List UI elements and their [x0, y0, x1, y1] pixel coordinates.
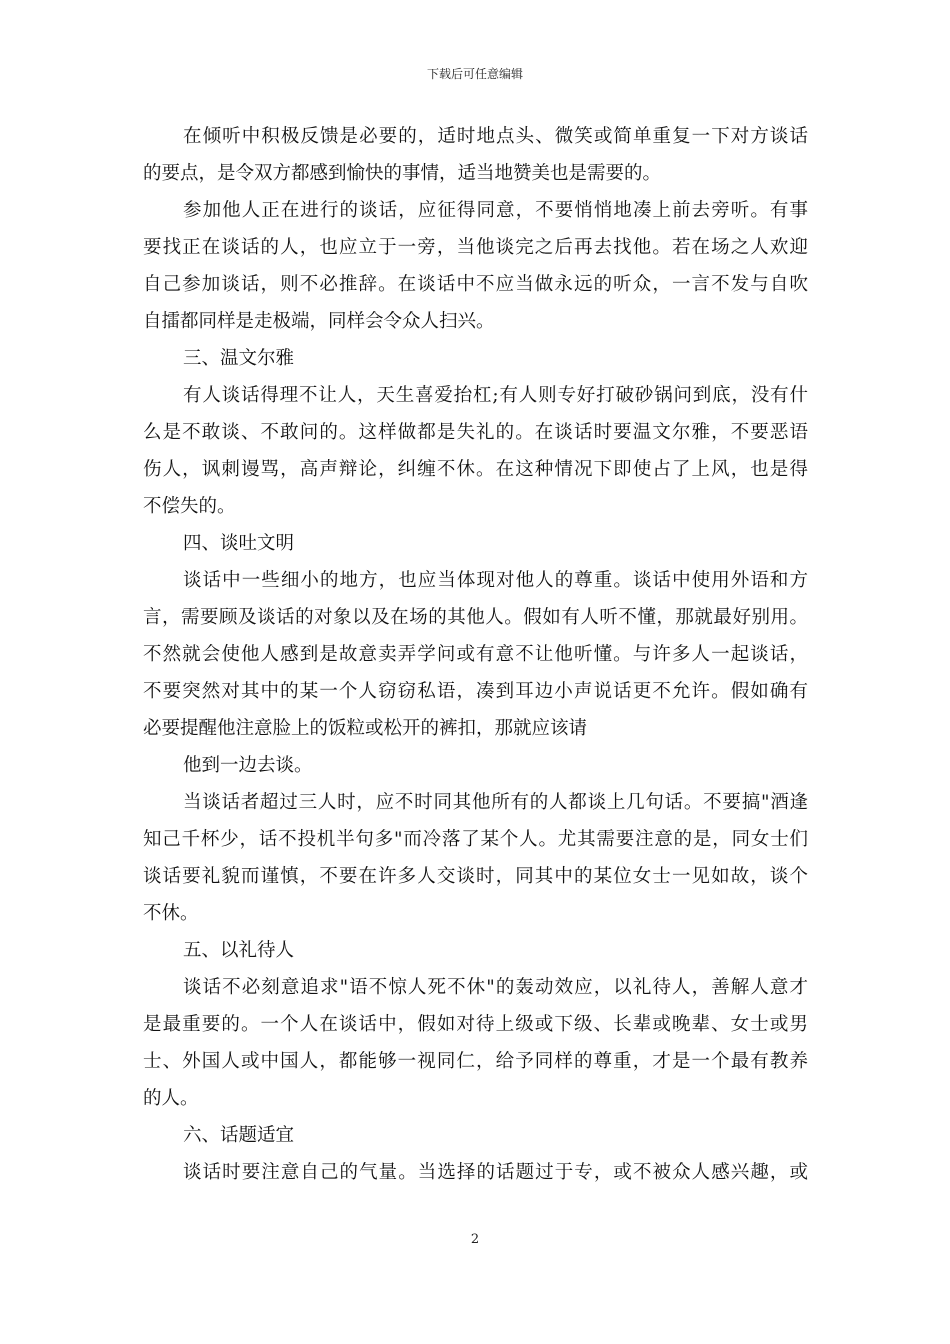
paragraph-line: 不休。 — [143, 903, 199, 924]
document-body — [143, 118, 808, 1191]
section-heading: 四、谈吐文明 — [183, 533, 295, 554]
paragraph-line: 谈话不必刻意追求"语不惊人死不休"的轰动效应，以礼待人，善解人意才 — [183, 977, 808, 998]
paragraph-line: 有人谈话得理不让人，天生喜爱抬杠;有人则专好打破砂锅问到底，没有什 — [183, 385, 808, 406]
section-heading: 六、话题适宜 — [183, 1125, 295, 1146]
paragraph-line: 知己千杯少，话不投机半句多"而冷落了某个人。尤其需要注意的是，同女士们 — [143, 829, 808, 850]
paragraph-line: 自擂都同样是走极端，同样会令众人扫兴。 — [143, 311, 495, 332]
page-number: 2 — [470, 1232, 480, 1247]
paragraph-line: 的要点，是令双方都感到愉快的事情，适当地赞美也是需要的。 — [143, 163, 662, 184]
page-header: 下载后可任意编辑 — [426, 67, 523, 81]
paragraph-line: 不然就会使他人感到是故意卖弄学问或有意不让他听懂。与许多人一起谈话， — [143, 644, 808, 665]
paragraph-line: 不偿失的。 — [143, 496, 236, 517]
paragraph-line: 言，需要顾及谈话的对象以及在场的其他人。假如有人听不懂，那就最好别用。 — [143, 607, 808, 628]
paragraph-line: 伤人，讽刺谩骂，高声辩论，纠缠不休。在这种情况下即使占了上风，也是得 — [143, 459, 808, 480]
paragraph-line: 他到一边去谈。 — [183, 755, 313, 776]
paragraph-line: 士、外国人或中国人，都能够一视同仁，给予同样的尊重，才是一个最有教养 — [143, 1051, 808, 1072]
paragraph-line: 不要突然对其中的某一个人窃窃私语，凑到耳边小声说话更不允许。假如确有 — [143, 681, 808, 702]
paragraph-line: 的人。 — [143, 1088, 199, 1109]
paragraph-line: 必要提醒他注意脸上的饭粒或松开的裤扣，那就应该请 — [143, 718, 588, 739]
paragraph-line: 是最重要的。一个人在谈话中，假如对待上级或下级、长辈或晚辈、女士或男 — [143, 1014, 808, 1035]
section-heading: 三、温文尔雅 — [183, 348, 295, 369]
paragraph-line: 么是不敢谈、不敢问的。这样做都是失礼的。在谈话时要温文尔雅，不要恶语 — [143, 422, 808, 443]
paragraph-line: 谈话时要注意自己的气量。当选择的话题过于专，或不被众人感兴趣，或 — [183, 1162, 808, 1183]
paragraph-line: 要找正在谈话的人，也应立于一旁，当他谈完之后再去找他。若在场之人欢迎 — [143, 237, 808, 258]
paragraph-line: 自己参加谈话，则不必推辞。在谈话中不应当做永远的听众，一言不发与自吹 — [143, 274, 808, 295]
section-heading: 五、以礼待人 — [183, 940, 295, 961]
paragraph-line: 参加他人正在进行的谈话，应征得同意，不要悄悄地凑上前去旁听。有事 — [183, 200, 808, 221]
paragraph-line: 谈话中一些细小的地方，也应当体现对他人的尊重。谈话中使用外语和方 — [183, 570, 808, 591]
paragraph-line: 当谈话者超过三人时，应不时同其他所有的人都谈上几句话。不要搞"酒逢 — [183, 792, 808, 813]
paragraph-line: 在倾听中积极反馈是必要的，适时地点头、微笑或简单重复一下对方谈话 — [183, 126, 808, 147]
paragraph-line: 谈话要礼貌而谨慎，不要在许多人交谈时，同其中的某位女士一见如故，谈个 — [143, 866, 808, 887]
